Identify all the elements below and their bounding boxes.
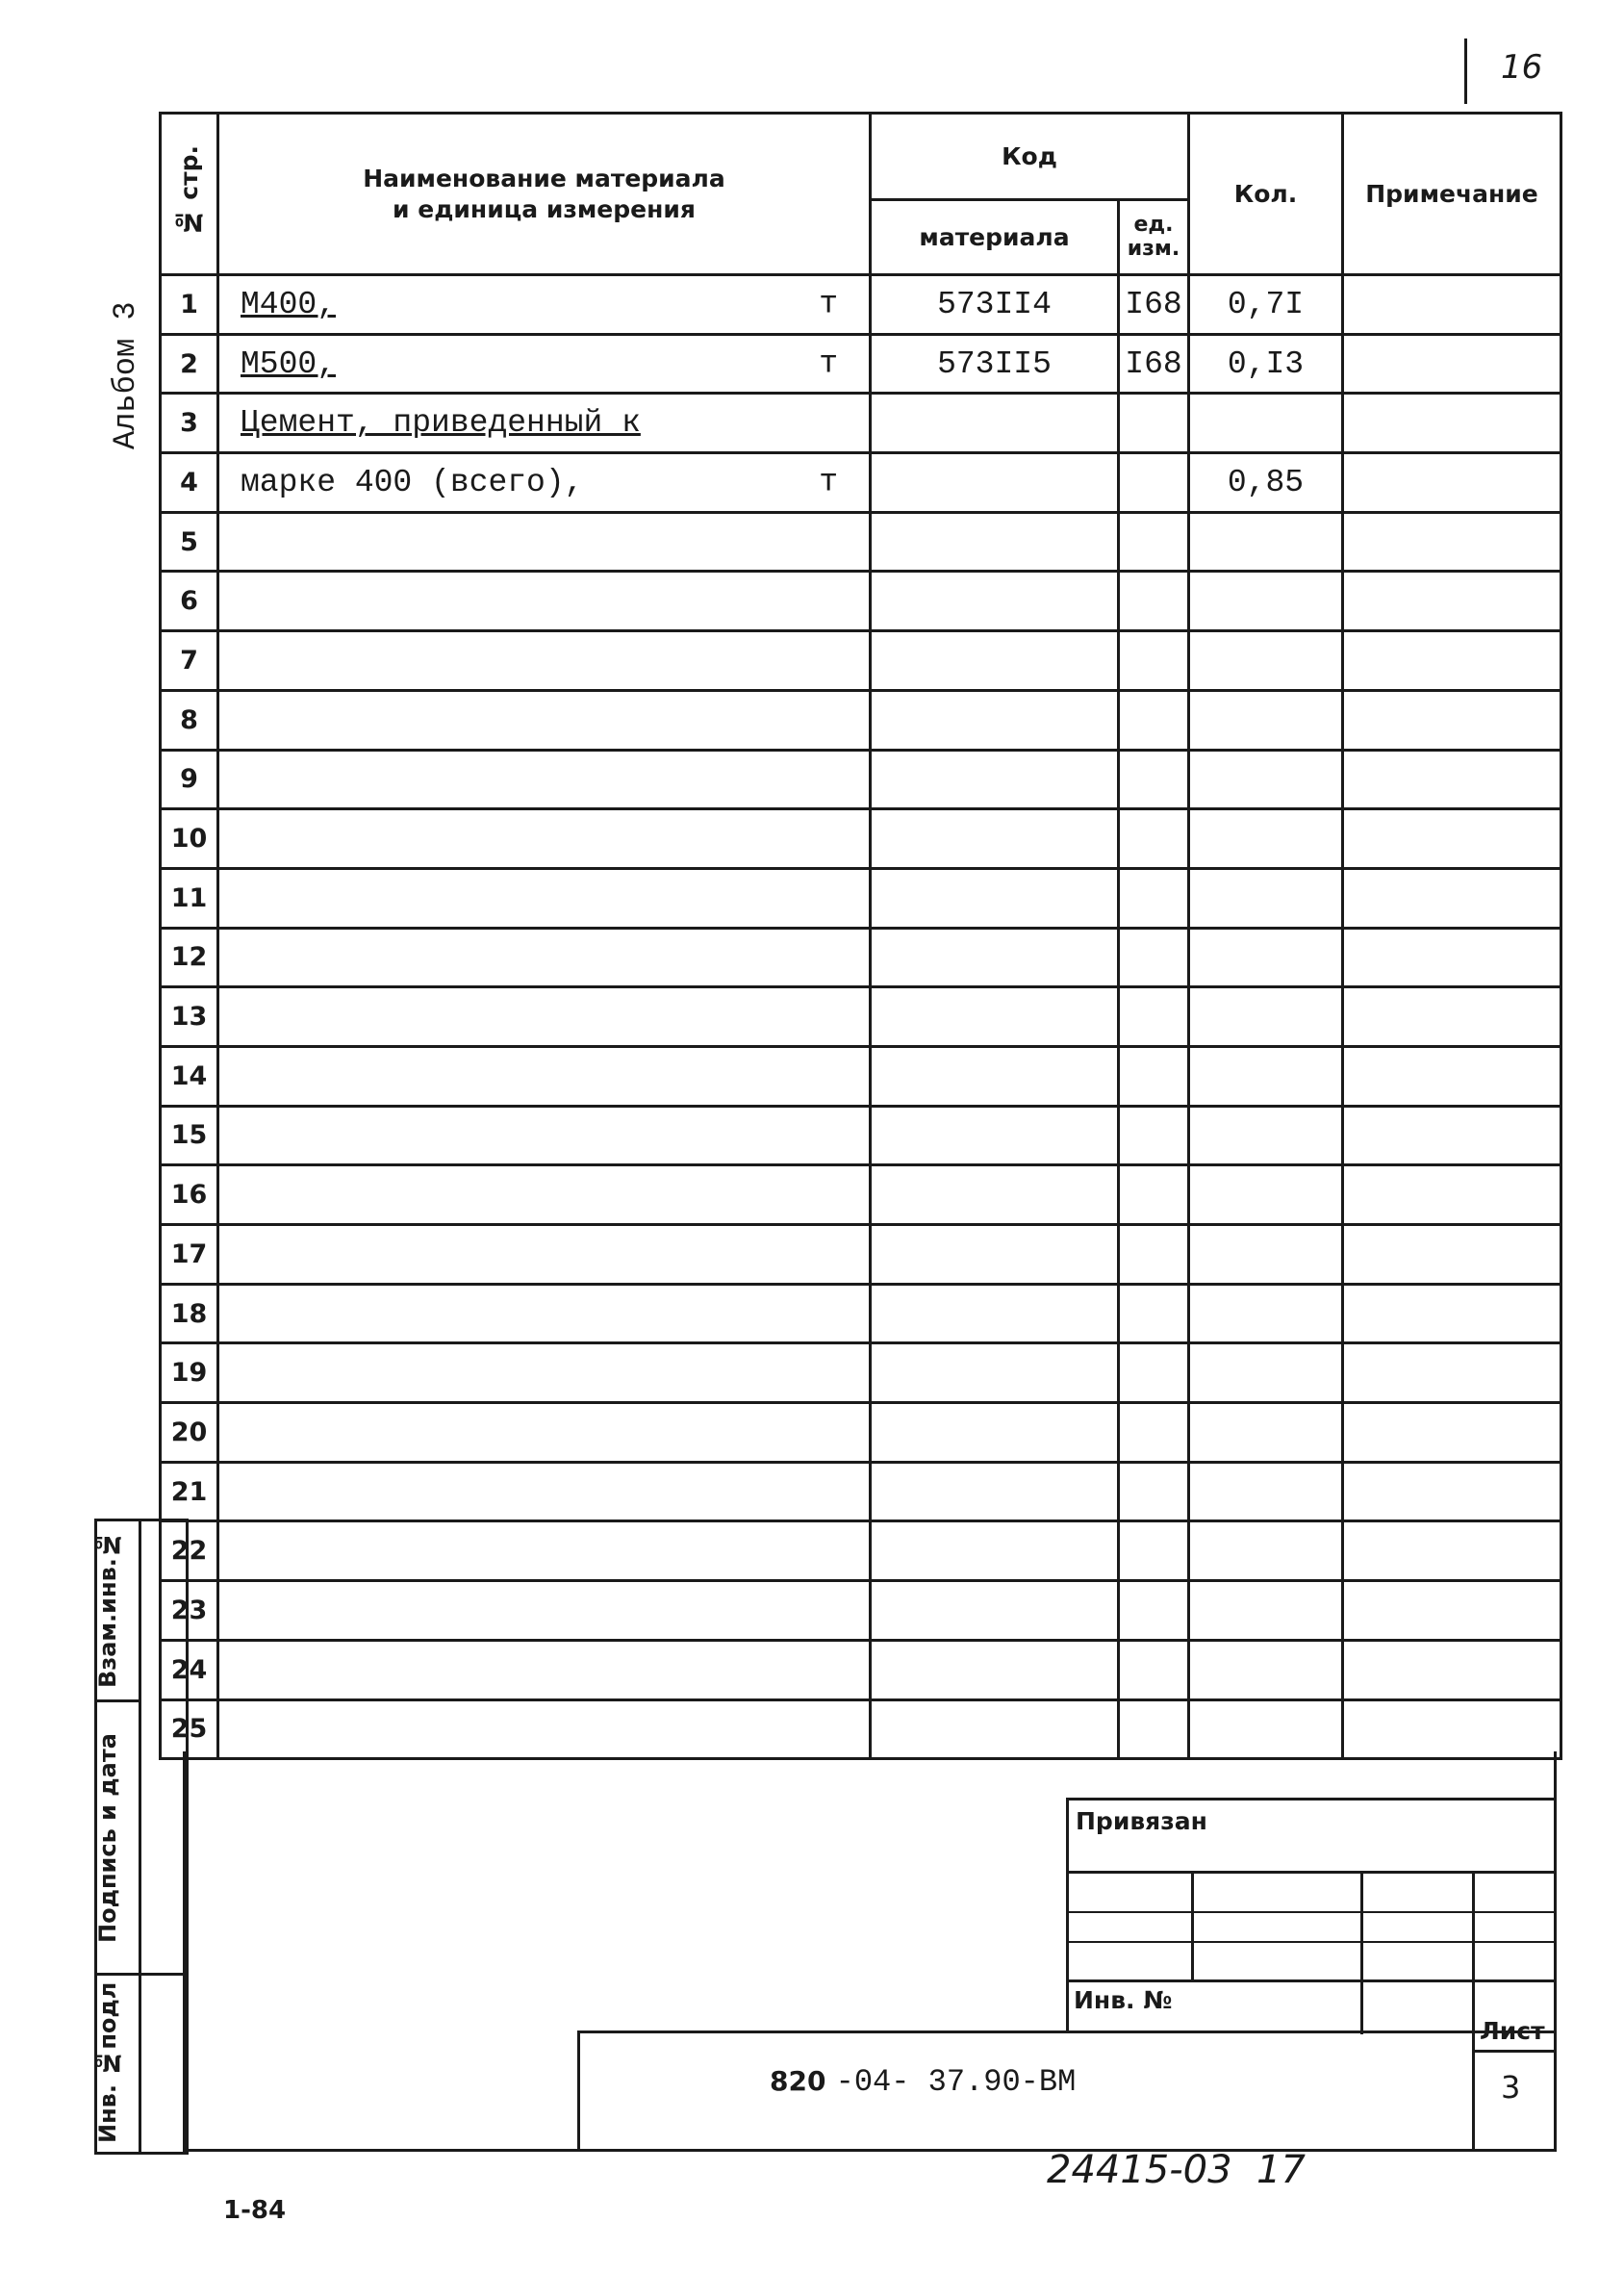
linked-block-top	[1066, 1798, 1557, 1801]
note-cell	[1343, 1284, 1561, 1343]
material-name-cell	[218, 809, 871, 869]
row-number-cell: 12	[161, 928, 218, 987]
table-row	[161, 868, 1561, 928]
row-number-cell: 2	[161, 334, 218, 394]
material-code-cell	[871, 987, 1119, 1047]
material-name-cell	[218, 631, 871, 691]
quantity-cell	[1189, 1046, 1343, 1106]
material-name-cell	[218, 1106, 871, 1165]
table-row	[161, 334, 1561, 394]
doc-code: -04- 37.90-ВМ	[835, 2064, 1077, 2100]
signature-date-label: Подпись и дата	[94, 1733, 121, 1943]
material-code-cell: 573II5	[871, 334, 1119, 394]
note-cell	[1343, 334, 1561, 394]
material-code-cell	[871, 1225, 1119, 1285]
unit-code-cell	[1119, 1699, 1189, 1759]
note-cell	[1343, 1521, 1561, 1581]
quantity-cell	[1189, 690, 1343, 750]
material-code-cell	[871, 750, 1119, 809]
note-cell	[1343, 453, 1561, 513]
quantity-cell	[1189, 1225, 1343, 1285]
unit-code-cell	[1119, 1046, 1189, 1106]
materials-table	[159, 112, 1562, 1760]
row-number-cell: 20	[161, 1403, 218, 1463]
row-number-cell: 1	[161, 275, 218, 335]
header-name-line1: Наименование материала	[363, 165, 725, 193]
material-name-cell	[218, 1699, 871, 1759]
table-row	[161, 1403, 1561, 1463]
linked-block-left	[1066, 1798, 1069, 2033]
material-code-cell	[871, 394, 1119, 453]
unit-code-cell	[1119, 394, 1189, 453]
unit-code-cell	[1119, 631, 1189, 691]
material-code-cell	[871, 1699, 1119, 1759]
quantity-cell: 0,7I	[1189, 275, 1343, 335]
quantity-cell	[1189, 1284, 1343, 1343]
quantity-cell	[1189, 631, 1343, 691]
material-name-cell	[218, 1403, 871, 1463]
table-row	[161, 1462, 1561, 1521]
quantity-cell	[1189, 512, 1343, 572]
note-cell	[1343, 1106, 1561, 1165]
unit-code-cell	[1119, 1462, 1189, 1521]
material-name-cell	[218, 1521, 871, 1581]
linked-grid-h2	[1066, 1911, 1557, 1913]
material-name-cell	[218, 1284, 871, 1343]
material-unit: т	[819, 286, 838, 322]
material-name-cell	[218, 987, 871, 1047]
row-number-cell: 11	[161, 868, 218, 928]
note-cell	[1343, 1462, 1561, 1521]
material-code-cell	[871, 1165, 1119, 1225]
note-cell	[1343, 690, 1561, 750]
quantity-cell	[1189, 987, 1343, 1047]
linked-grid-h4	[1066, 1979, 1557, 1982]
material-code-cell	[871, 1581, 1119, 1641]
row-number-cell: 25	[161, 1699, 218, 1759]
quantity-cell	[1189, 809, 1343, 869]
material-code-cell	[871, 1521, 1119, 1581]
row-number-cell: 4	[161, 453, 218, 513]
table-row	[161, 631, 1561, 691]
material-name-cell	[218, 1046, 871, 1106]
quantity-cell	[1189, 1403, 1343, 1463]
material-unit: т	[819, 464, 838, 500]
note-cell	[1343, 1699, 1561, 1759]
material-name-text: М400,	[241, 286, 337, 322]
header-qty: Кол.	[1189, 114, 1343, 275]
quantity-cell	[1189, 572, 1343, 631]
table-row	[161, 1225, 1561, 1285]
table-row	[161, 1284, 1561, 1343]
note-cell	[1343, 1581, 1561, 1641]
quantity-cell	[1189, 1699, 1343, 1759]
row-number-cell: 14	[161, 1046, 218, 1106]
material-code-cell	[871, 631, 1119, 691]
header-name	[218, 114, 871, 275]
quantity-cell	[1189, 1106, 1343, 1165]
table-row	[161, 809, 1561, 869]
bottom-handwritten-number: 24415-03 17	[1047, 2148, 1306, 2192]
material-unit: т	[819, 345, 838, 382]
note-cell	[1343, 572, 1561, 631]
header-code-unit-line1: ед.	[1133, 213, 1174, 238]
table-row	[161, 1699, 1561, 1759]
title-block-right-border	[1554, 1751, 1557, 2152]
note-cell	[1343, 928, 1561, 987]
table-row	[161, 394, 1561, 453]
row-number-cell: 9	[161, 750, 218, 809]
top-right-divider	[1464, 38, 1467, 104]
row-number-cell: 17	[161, 1225, 218, 1285]
note-cell	[1343, 809, 1561, 869]
unit-code-cell	[1119, 868, 1189, 928]
material-name-cell	[218, 512, 871, 572]
note-cell	[1343, 275, 1561, 335]
row-number-cell: 21	[161, 1462, 218, 1521]
table-row	[161, 1106, 1561, 1165]
row-number-cell: 10	[161, 809, 218, 869]
unit-code-cell: I68	[1119, 275, 1189, 335]
table-row	[161, 1581, 1561, 1641]
unit-code-cell	[1119, 1106, 1189, 1165]
doc-code-line	[770, 2061, 1076, 2100]
footer-code: 1-84	[223, 2196, 287, 2225]
quantity-cell: 0,85	[1189, 453, 1343, 513]
material-name-cell	[218, 453, 871, 513]
table-row	[161, 453, 1561, 513]
material-name-text: марке 400 (всего),	[241, 464, 584, 500]
table-row	[161, 572, 1561, 631]
material-code-cell	[871, 928, 1119, 987]
note-cell	[1343, 1165, 1561, 1225]
material-name-cell	[218, 928, 871, 987]
table-row	[161, 1046, 1561, 1106]
material-name-cell	[218, 1165, 871, 1225]
table-row	[161, 1640, 1561, 1699]
header-code: Код	[871, 114, 1189, 200]
table-row	[161, 690, 1561, 750]
material-code-cell: 573II4	[871, 275, 1119, 335]
material-code-cell	[871, 1106, 1119, 1165]
material-name-cell	[218, 275, 871, 335]
material-name-cell	[218, 1640, 871, 1699]
quantity-cell: 0,I3	[1189, 334, 1343, 394]
quantity-cell	[1189, 1640, 1343, 1699]
header-name-line2: и единица измерения	[393, 194, 696, 223]
table-row	[161, 750, 1561, 809]
table-row	[161, 928, 1561, 987]
linked-grid-v3	[1472, 1871, 1475, 2150]
note-cell	[1343, 1403, 1561, 1463]
note-cell	[1343, 987, 1561, 1047]
unit-code-cell	[1119, 1343, 1189, 1403]
row-number-cell: 6	[161, 572, 218, 631]
unit-code-cell	[1119, 1284, 1189, 1343]
doc-block-top	[577, 2030, 1557, 2033]
header-note: Примечание	[1343, 114, 1561, 275]
table-body	[161, 275, 1561, 1759]
material-code-cell	[871, 1343, 1119, 1403]
linked-to-label: Привязан	[1076, 1807, 1207, 1835]
note-cell	[1343, 512, 1561, 572]
table-row	[161, 987, 1561, 1047]
row-number-cell: 18	[161, 1284, 218, 1343]
material-name-cell	[218, 750, 871, 809]
inv-no-label: Инв. №	[1074, 1986, 1173, 2014]
material-name-text: Цемент, приведенный к	[241, 405, 641, 442]
quantity-cell	[1189, 394, 1343, 453]
quantity-cell	[1189, 1521, 1343, 1581]
quantity-cell	[1189, 868, 1343, 928]
note-cell	[1343, 394, 1561, 453]
material-code-cell	[871, 453, 1119, 513]
sheet-label: Лист	[1480, 2017, 1545, 2045]
title-block-left-border	[183, 1751, 186, 2152]
material-code-cell	[871, 809, 1119, 869]
unit-code-cell	[1119, 750, 1189, 809]
header-code-unit	[1119, 200, 1189, 275]
material-name-cell	[218, 690, 871, 750]
note-cell	[1343, 868, 1561, 928]
unit-code-cell	[1119, 1521, 1189, 1581]
sheet-label-divider	[1472, 2050, 1557, 2053]
doc-block-left	[577, 2030, 580, 2152]
replaced-inv-no-label: Взам.инв.№	[94, 1531, 121, 1689]
quantity-cell	[1189, 1462, 1343, 1521]
unit-code-cell: I68	[1119, 334, 1189, 394]
row-number-cell: 22	[161, 1521, 218, 1581]
unit-code-cell	[1119, 572, 1189, 631]
row-number-cell: 16	[161, 1165, 218, 1225]
material-name-cell	[218, 1462, 871, 1521]
linked-grid-h3	[1066, 1941, 1557, 1943]
unit-code-cell	[1119, 809, 1189, 869]
sheet-no: 3	[1501, 2069, 1521, 2106]
material-name-cell	[218, 1343, 871, 1403]
header-code-unit-line2: изм.	[1127, 236, 1180, 261]
table-row	[161, 512, 1561, 572]
row-number-cell: 7	[161, 631, 218, 691]
linked-grid-h1	[1066, 1871, 1557, 1874]
row-number-cell: 23	[161, 1581, 218, 1641]
material-code-cell	[871, 868, 1119, 928]
title-block-bottom-border	[183, 2149, 1557, 2152]
margin-stamp-divider-1	[94, 1699, 141, 1702]
material-code-cell	[871, 572, 1119, 631]
quantity-cell	[1189, 1581, 1343, 1641]
note-cell	[1343, 631, 1561, 691]
unit-code-cell	[1119, 1581, 1189, 1641]
quantity-cell	[1189, 1165, 1343, 1225]
original-inv-no-label: Инв. №подл	[94, 1981, 121, 2143]
margin-stamp-divider-vertical	[139, 1519, 141, 2152]
material-code-cell	[871, 1462, 1119, 1521]
unit-code-cell	[1119, 1165, 1189, 1225]
table-row	[161, 1165, 1561, 1225]
material-code-cell	[871, 690, 1119, 750]
row-number-cell: 15	[161, 1106, 218, 1165]
row-number-cell: 19	[161, 1343, 218, 1403]
row-number-cell: 13	[161, 987, 218, 1047]
material-name-cell	[218, 868, 871, 928]
quantity-cell	[1189, 750, 1343, 809]
material-name-cell	[218, 1581, 871, 1641]
material-code-cell	[871, 512, 1119, 572]
quantity-cell	[1189, 928, 1343, 987]
album-label: Альбом 3	[108, 301, 143, 449]
material-code-cell	[871, 1284, 1119, 1343]
header-row-no: № стр.	[161, 114, 218, 275]
note-cell	[1343, 1046, 1561, 1106]
material-name-cell	[218, 394, 871, 453]
header-code-material: материала	[871, 200, 1119, 275]
unit-code-cell	[1119, 1640, 1189, 1699]
unit-code-cell	[1119, 928, 1189, 987]
doc-code-prefix: 820	[770, 2065, 826, 2097]
material-name-cell	[218, 572, 871, 631]
material-code-cell	[871, 1403, 1119, 1463]
table-row	[161, 1521, 1561, 1581]
material-name-cell	[218, 334, 871, 394]
material-code-cell	[871, 1046, 1119, 1106]
unit-code-cell	[1119, 690, 1189, 750]
table-row	[161, 275, 1561, 335]
unit-code-cell	[1119, 1225, 1189, 1285]
material-name-text: М500,	[241, 345, 337, 382]
material-name-cell	[218, 1225, 871, 1285]
material-code-cell	[871, 1640, 1119, 1699]
unit-code-cell	[1119, 1403, 1189, 1463]
note-cell	[1343, 1640, 1561, 1699]
table-row	[161, 1343, 1561, 1403]
row-number-cell: 3	[161, 394, 218, 453]
quantity-cell	[1189, 1343, 1343, 1403]
unit-code-cell	[1119, 453, 1189, 513]
unit-code-cell	[1119, 512, 1189, 572]
linked-grid-v1	[1191, 1871, 1194, 1982]
linked-grid-v2	[1360, 1871, 1363, 2034]
unit-code-cell	[1119, 987, 1189, 1047]
note-cell	[1343, 1225, 1561, 1285]
page-number: 16	[1501, 48, 1543, 87]
row-number-cell: 24	[161, 1640, 218, 1699]
row-number-cell: 5	[161, 512, 218, 572]
note-cell	[1343, 1343, 1561, 1403]
row-number-cell: 8	[161, 690, 218, 750]
note-cell	[1343, 750, 1561, 809]
